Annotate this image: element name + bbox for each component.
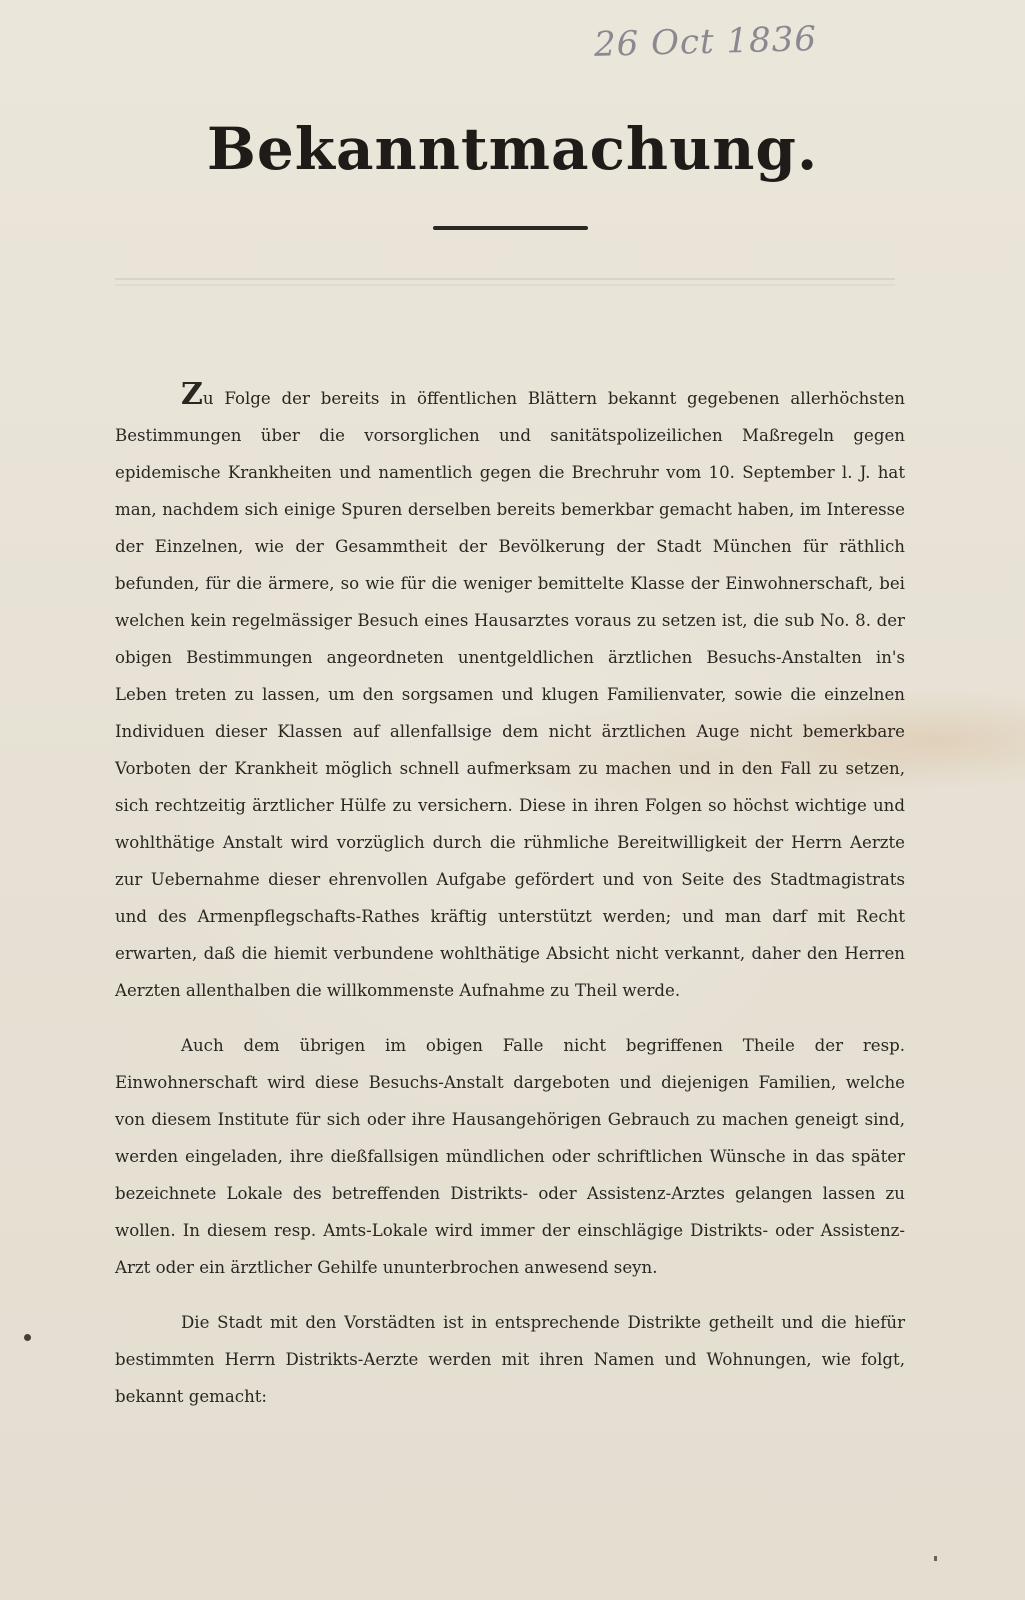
paragraph-1: [115, 377, 905, 1009]
ink-speck: [934, 1556, 937, 1561]
bleed-through-line: [115, 284, 895, 286]
initial-letter: Z: [181, 377, 203, 412]
ink-speck: [24, 1334, 31, 1341]
document-body: [115, 377, 905, 1415]
title-divider: [433, 226, 588, 230]
paragraph-1-text: u Folge der bereits in öffentlichen Blättern bekannt gegebenen allerhöchsten Bestimmungen über die vorsorglichen und sanitätspolizeilichen Maßregeln gegen epidemische Krankheiten und namentlich gegen die Brechruhr vom 10. September l. J. hat man, nachdem sich einige Spuren derselben bereits bemerkbar gemacht haben, im Interesse der Einzelnen, wie der Gesammtheit der Bevölkerung der Stadt München für räthlich befunden, für die ärmere, so wie für die weniger bemittelte Klasse der Einwohnerschaft, bei welchen kein regelmässiger Besuch eines Hausarztes voraus zu setzen ist, die sub No. 8. der obigen Bestimmungen angeordneten unentgeldlichen ärztlichen Besuchs-Anstalten in's Leben treten zu lassen, um den sorgsamen und klugen Familienvater, sowie die einzelnen Individuen dieser Klassen auf allenfallsige dem nicht ärztlichen Auge nicht bemerkbare Vorboten der Krankheit möglich schnell aufmerksam zu machen und in den Fall zu setzen, sich rechtzeitig ärztlicher Hülfe zu versichern. Diese in ihren Folgen so höchst wichtige und wohlthätige Anstalt wird vorzüglich durch die rühmliche Bereitwilligkeit der Herrn Aerzte zur Uebernahme dieser ehrenvollen Aufgabe gefördert und von Seite des Stadtmagistrats und des Armenpflegschafts-Rathes kräftig unterstützt werden; und man darf mit Recht erwarten, daß die hiemit verbundene wohlthätige Absicht nicht verkannt, daher den Herren Aerzten allenthalben die willkommenste Aufnahme zu Theil werde.: [115, 389, 905, 1000]
page-title: Bekanntmachung.: [206, 114, 819, 183]
bleed-through-line: [115, 278, 895, 280]
paragraph-2: Auch dem übrigen im obigen Falle nicht begriffenen Theile der resp. Einwohnerschaft wird diese Besuchs-Anstalt dargeboten und diejenigen Familien, welche von diesem Institute für sich oder ihre Hausangehörigen Gebrauch zu machen geneigt sind, werden eingeladen, ihre dießfallsigen mündlichen oder schriftlichen Wünsche in das später bezeichnete Lokale des betreffenden Distrikts- oder Assistenz-Arztes gelangen lassen zu wollen. In diesem resp. Amts-Lokale wird immer der einschlägige Distrikts- oder Assistenz-Arzt oder ein ärztlicher Gehilfe ununterbrochen anwesend seyn.: [115, 1036, 905, 1277]
paragraph-3: Die Stadt mit den Vorstädten ist in entsprechende Distrikte getheilt und die hiefür bestimmten Herrn Distrikts-Aerzte werden mit ihren Namen und Wohnungen, wie folgt, bekannt gemacht:: [115, 1313, 905, 1406]
handwritten-date-note: 26 Oct 1836: [593, 19, 818, 65]
